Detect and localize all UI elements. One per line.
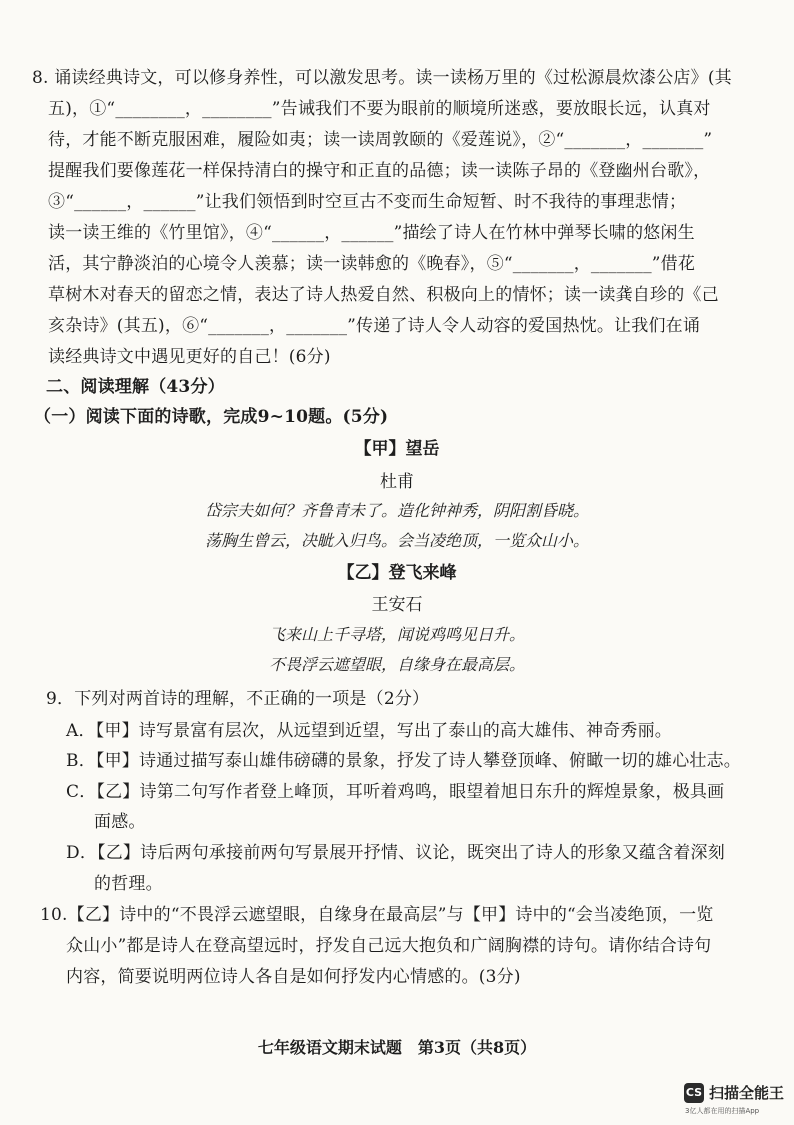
q8-line-8: 草树木对春天的留恋之情，表达了诗人热爱自然、积极向上的情怀；读一读龚自珍的《己 bbox=[48, 285, 719, 305]
poem-a-line-2: 荡胸生曾云，决眦入归鸟。会当凌绝顶，一览众山小。 bbox=[204, 531, 589, 550]
q10-line-1: 10.【乙】诗中的“不畏浮云遮望眼，自缘身在最高层”与【甲】诗中的“会当凌绝顶，一览 bbox=[40, 905, 714, 925]
scanner-app-name: 扫描全能王 bbox=[709, 1084, 785, 1102]
poem-b-line-1: 飞来山上千寻塔，闻说鸡鸣见日升。 bbox=[268, 625, 525, 644]
q10-line-2: 众山小”都是诗人在登高望远时，抒发自己远大抱负和广阔胸襟的诗句。请你结合诗句 bbox=[66, 936, 712, 956]
q8-line-3: 待，才能不断克服困难，履险如夷；读一读周敦颐的《爱莲说》，②“_______，_______” bbox=[48, 130, 713, 150]
q8-line-2: 五)，①“________，________”告诫我们不要为眼前的顺境所迷惑，要放眼长远，认真对 bbox=[48, 99, 711, 119]
q8-line-5: ③“______，______”让我们领悟到时空亘古不变而生命短暂、时不我待的事理悲情； bbox=[48, 192, 687, 212]
q8-line-9: 亥杂诗》(其五)，⑥“_______，_______”传递了诗人令人动容的爱国热忱。让我们在诵 bbox=[48, 316, 701, 336]
page-footer: 七年级语文期末试题 第3页（共8页） bbox=[257, 1038, 537, 1057]
q9-option-a: A．【甲】诗写景富有层次，从远望到近望，写出了泰山的高大雄伟、神奇秀丽。 bbox=[66, 721, 672, 741]
section-heading: 二、阅读理解（43分） bbox=[46, 377, 225, 397]
poem-b-author: 王安石 bbox=[371, 595, 423, 615]
q10-line-3: 内容，简要说明两位诗人各自是如何抒发内心情感的。(3分) bbox=[66, 967, 521, 987]
q8-line-6: 读一读王维的《竹里馆》，④“______，______”描绘了诗人在竹林中弹琴长啸的悠闲生 bbox=[48, 223, 695, 243]
q8-line-4: 提醒我们要像莲花一样保持清白的操守和正直的品德；读一读陈子昂的《登幽州台歌》， bbox=[48, 161, 711, 181]
part-heading: （一）阅读下面的诗歌，完成9~10题。(5分) bbox=[34, 407, 389, 427]
q9-option-c-cont: 面感。 bbox=[94, 812, 146, 832]
scanner-tagline: 3亿人都在用的扫描App bbox=[685, 1107, 760, 1115]
scanner-logo-icon: CS bbox=[684, 1083, 704, 1103]
q9-option-d-cont: 的哲理。 bbox=[94, 874, 163, 894]
poem-a-author: 杜甫 bbox=[380, 472, 414, 492]
q9-stem: 9．下列对两首诗的理解，不正确的一项是（2分） bbox=[46, 689, 430, 709]
poem-a-title: 【甲】望岳 bbox=[354, 439, 440, 459]
poem-a-line-1: 岱宗夫如何？齐鲁青未了。造化钟神秀，阴阳割昏晓。 bbox=[204, 501, 589, 520]
q8-line-10: 读经典诗文中遇见更好的自己！(6分) bbox=[48, 347, 331, 367]
q8-line-7: 活，其宁静淡泊的心境令人羡慕；读一读韩愈的《晚春》，⑤“_______，_______”借花 bbox=[48, 254, 696, 274]
q9-option-c: C．【乙】诗第二句写作者登上峰顶，耳听着鸡鸣，眼望着旭日东升的辉煌景象，极具画 bbox=[66, 782, 725, 802]
q9-option-d: D．【乙】诗后两句承接前两句写景展开抒情、议论，既突出了诗人的形象又蕴含着深刻 bbox=[66, 843, 725, 863]
q8-line-1: 8. 诵读经典诗文，可以修身养性，可以激发思考。读一读杨万里的《过松源晨炊漆公店》(其 bbox=[32, 68, 732, 88]
poem-b-line-2: 不畏浮云遮望眼，自缘身在最高层。 bbox=[268, 655, 525, 674]
q9-option-b: B．【甲】诗通过描写泰山雄伟磅礴的景象，抒发了诗人攀登顶峰、俯瞰一切的雄心壮志。 bbox=[66, 751, 741, 771]
poem-b-title: 【乙】登飞来峰 bbox=[337, 563, 457, 583]
